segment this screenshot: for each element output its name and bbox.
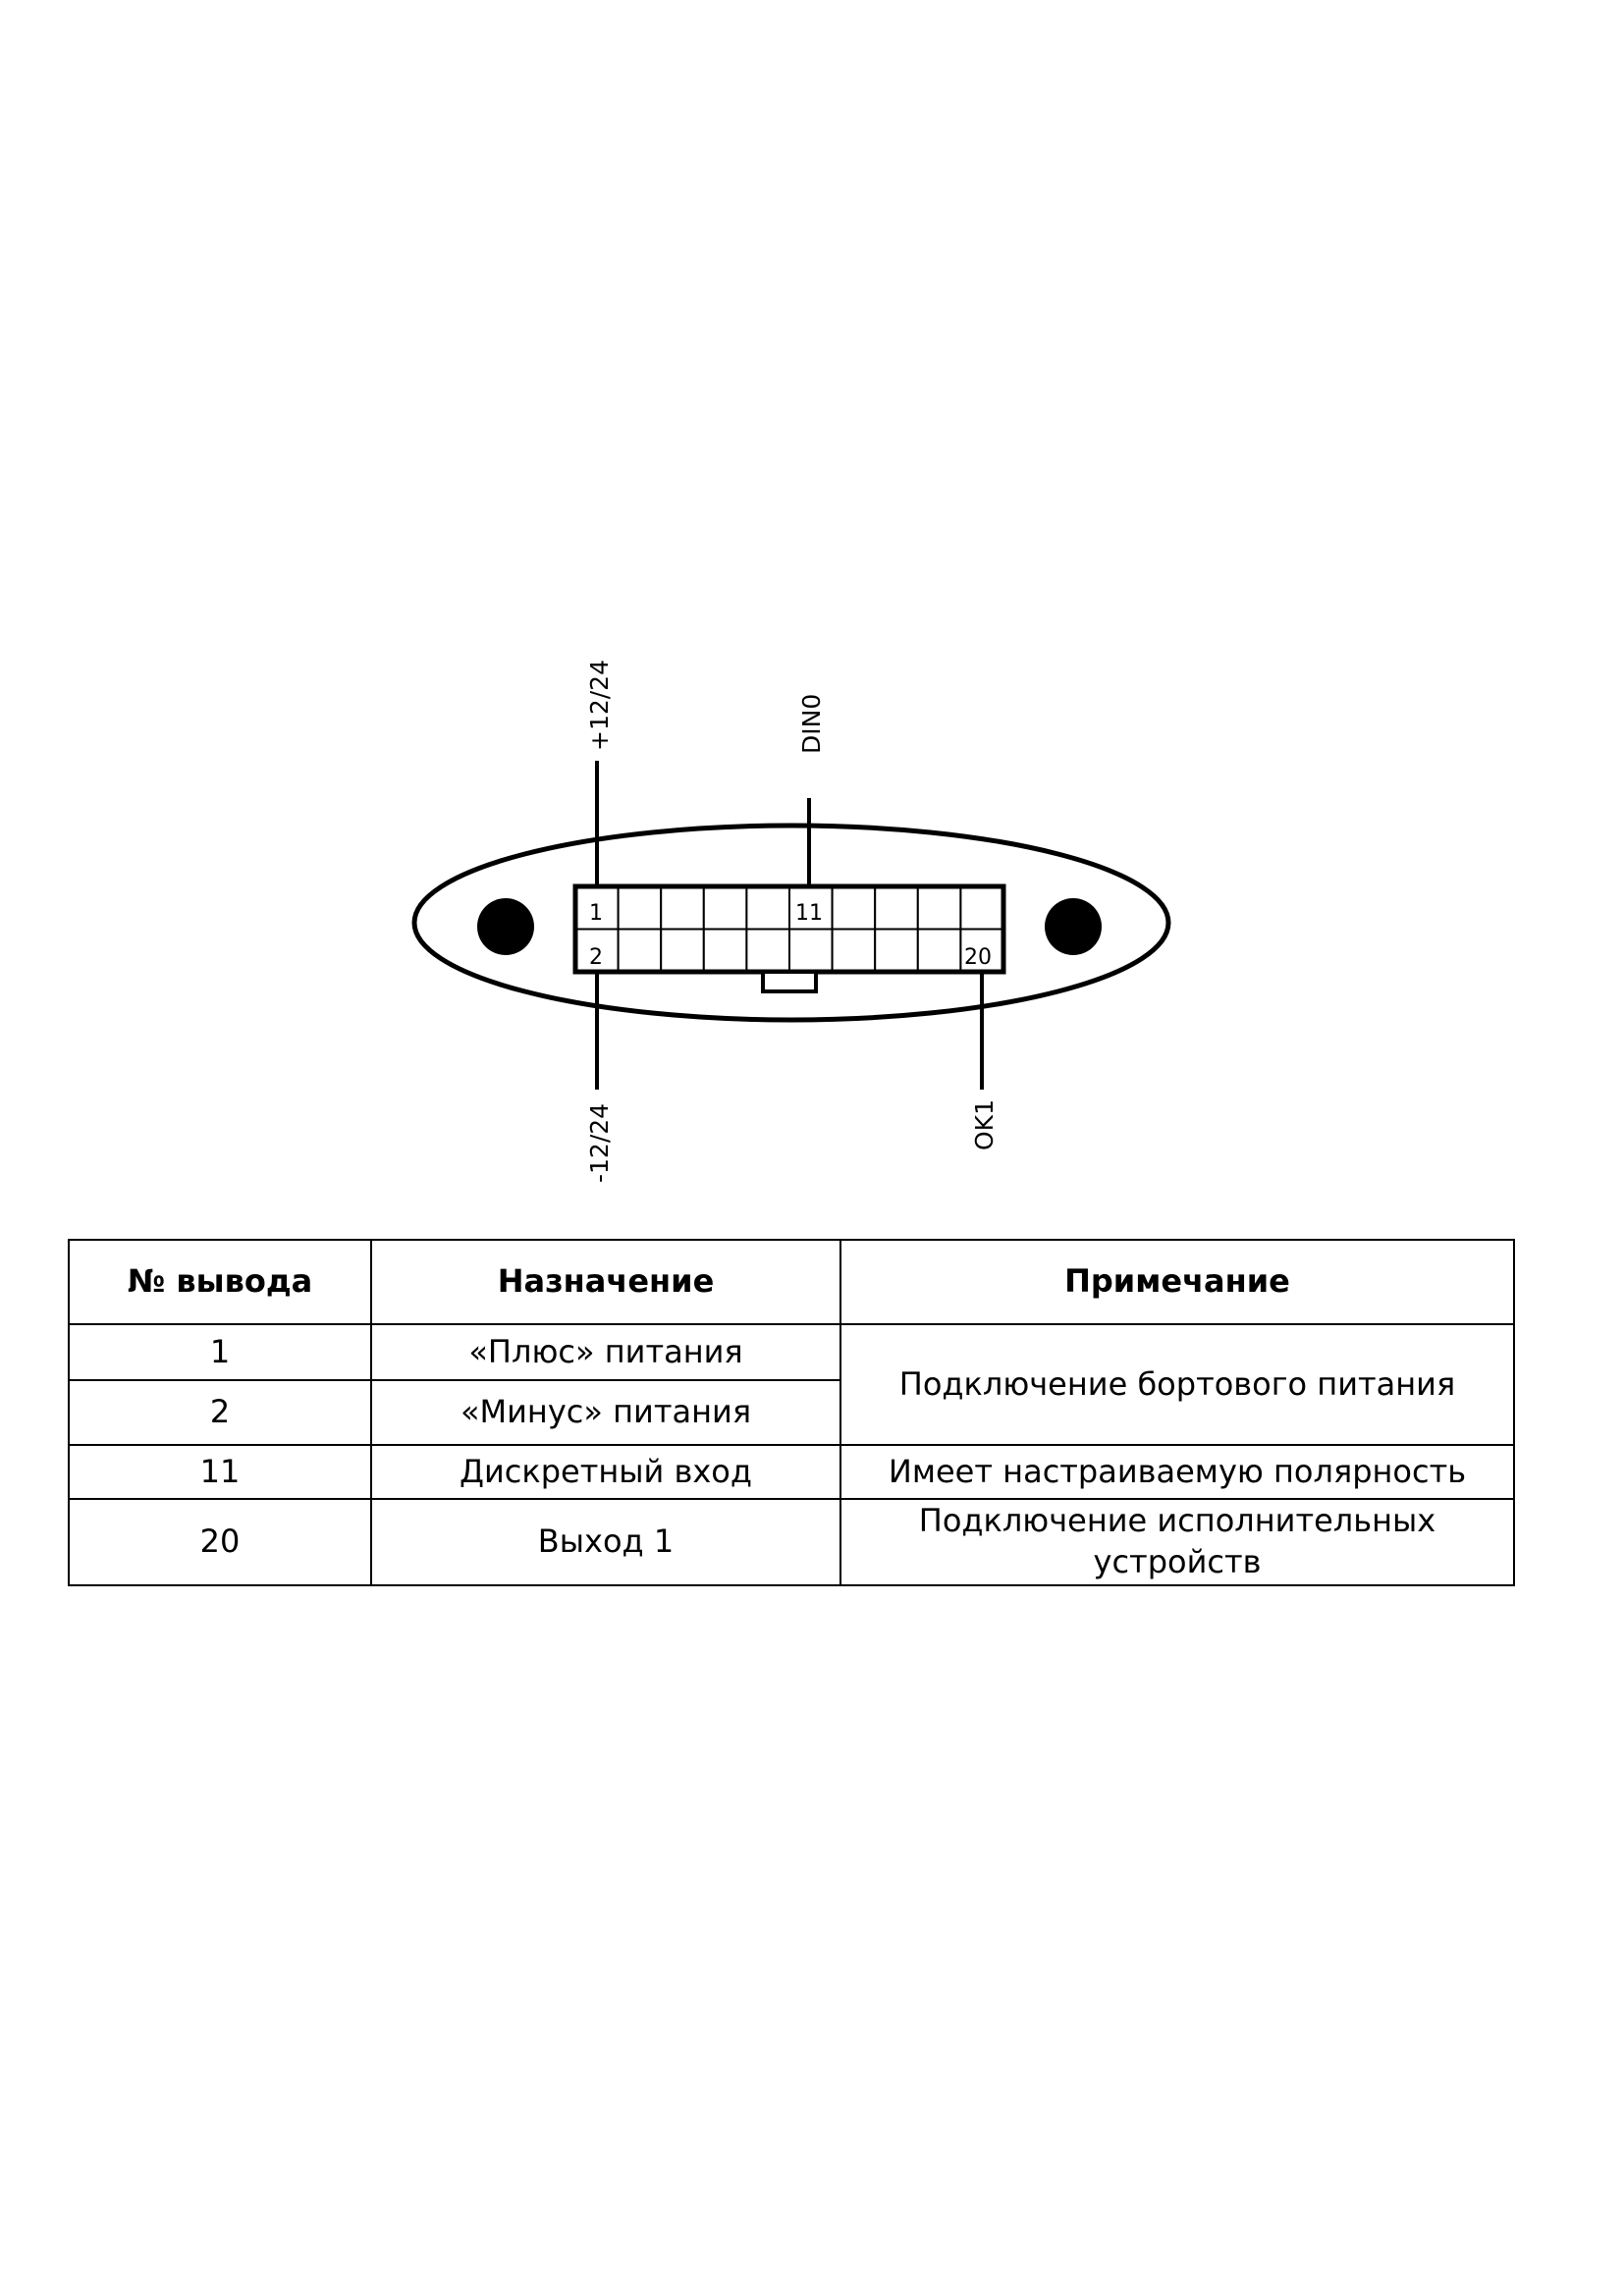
cell-note: Подключение исполнительных устройств	[840, 1499, 1514, 1585]
pin-cell	[960, 886, 1003, 930]
cell-pin: 2	[69, 1380, 371, 1445]
pin-cell	[918, 886, 961, 930]
pin-cell	[661, 886, 704, 930]
pin-label-1: 1	[589, 901, 603, 926]
cell-purpose: Дискретный вход	[371, 1445, 840, 1499]
pin-cell	[746, 886, 789, 930]
mounting-hole-left	[477, 898, 534, 955]
cell-purpose: «Плюс» питания	[371, 1324, 840, 1380]
cell-note: Имеет настраиваемую полярность	[840, 1445, 1514, 1499]
cell-pin: 1	[69, 1324, 371, 1380]
wire-label-out: OK1	[970, 1099, 999, 1150]
wire-label-din: DIN0	[797, 693, 826, 754]
table-row	[69, 1499, 1514, 1585]
pin-grid	[575, 886, 1003, 972]
pin-cell	[875, 930, 918, 973]
pin-cell	[746, 930, 789, 973]
pin-cell	[661, 930, 704, 973]
header-pin-number: № вывода	[69, 1240, 371, 1324]
pin-cell	[619, 886, 662, 930]
connector-latch	[763, 972, 816, 991]
cell-pin: 20	[69, 1499, 371, 1585]
pin-cell	[789, 930, 833, 973]
header-purpose: Назначение	[371, 1240, 840, 1324]
mounting-hole-right	[1045, 898, 1102, 955]
header-note: Примечание	[840, 1240, 1514, 1324]
table-row	[69, 1445, 1514, 1499]
wire-label-minus: -12/24	[585, 1102, 614, 1183]
pin-cell	[833, 886, 876, 930]
wire-label-plus: +12/24	[585, 660, 614, 751]
pin-cell	[704, 886, 747, 930]
pin-cell	[619, 930, 662, 973]
cell-pin: 11	[69, 1445, 371, 1499]
pin-label-2: 2	[589, 945, 603, 970]
pin-label-11: 11	[795, 901, 823, 926]
pin-cell	[704, 930, 747, 973]
pin-cell	[875, 886, 918, 930]
cell-purpose: Выход 1	[371, 1499, 840, 1585]
pin-assignment-table	[68, 1239, 1515, 1586]
pin-cell	[918, 930, 961, 973]
table-row	[69, 1324, 1514, 1380]
pin-cell	[833, 930, 876, 973]
cell-purpose: «Минус» питания	[371, 1380, 840, 1445]
table-header-row	[69, 1240, 1514, 1324]
pin-label-20: 20	[964, 945, 992, 970]
cell-note-merged: Подключение бортового питания	[840, 1324, 1514, 1445]
